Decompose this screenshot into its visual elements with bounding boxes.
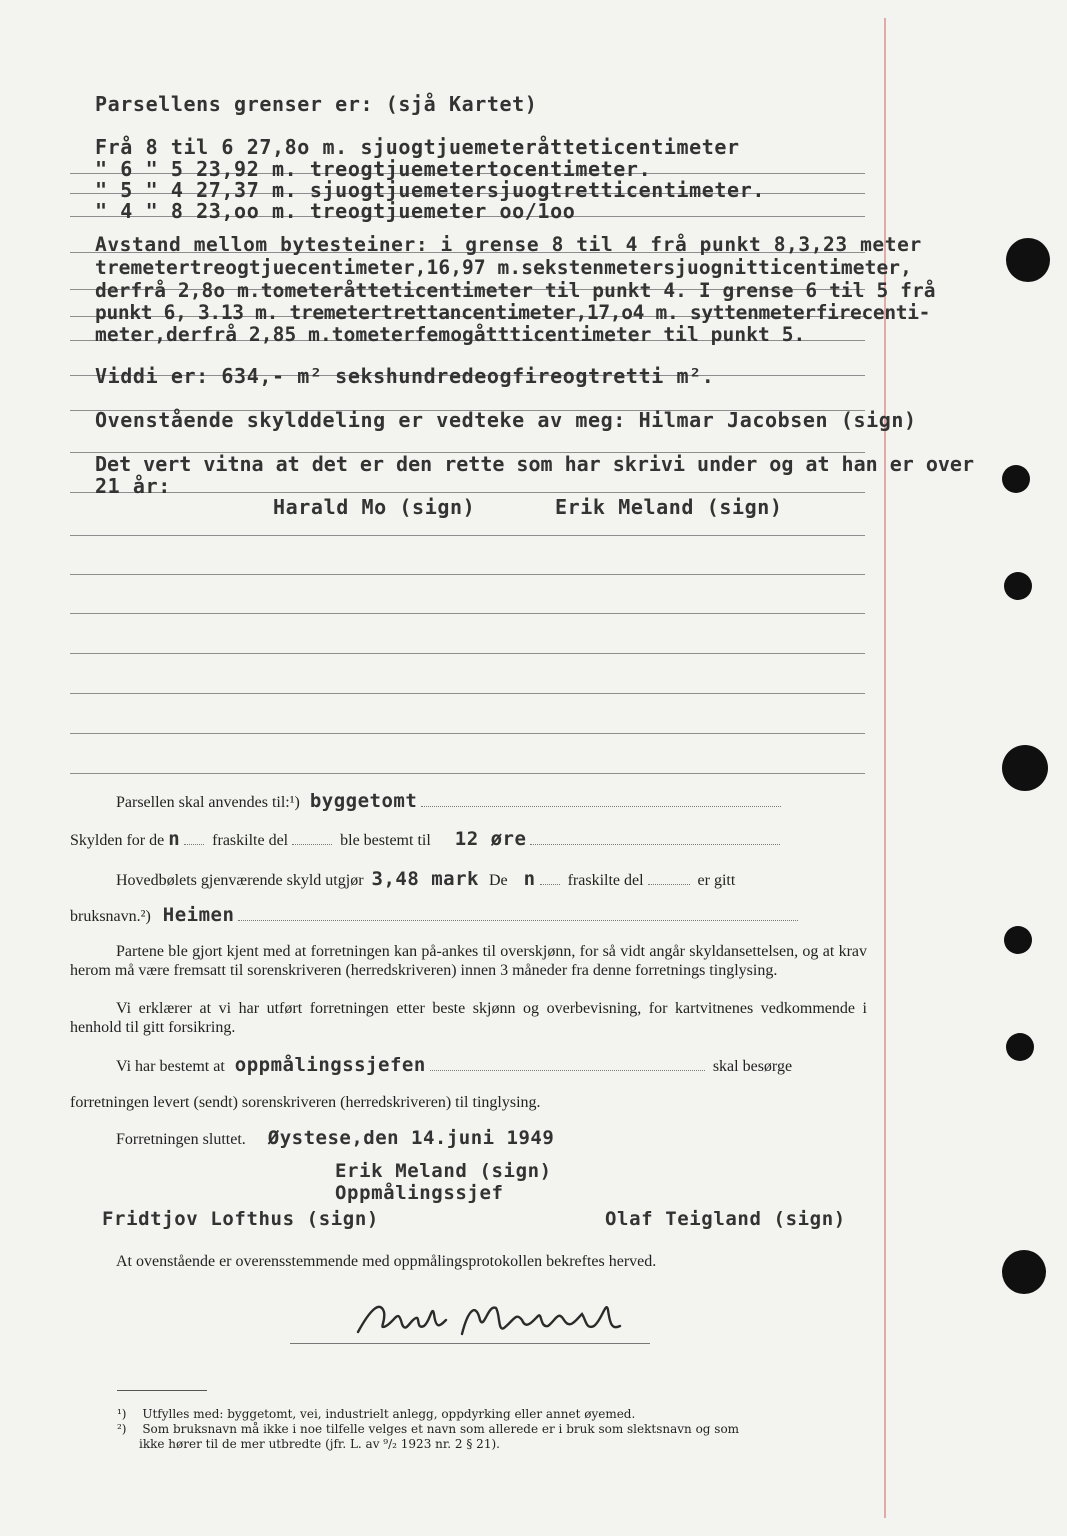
closed-row: [116, 1127, 554, 1149]
boundary-row: " 5 " 4 27,37 m. sjuogtjuemetersjuogtretticentimeter.: [95, 178, 765, 202]
delivered-text: forretningen levert (sendt) sorenskriveren (herredskriveren) til tinglysing.: [70, 1094, 541, 1111]
ruled-line: [70, 535, 865, 536]
boundary-row: " 6 " 5 23,92 m. treogtjuemetertocentimeter.: [95, 157, 652, 181]
witness-statement: Det vert vitna at det er den rette som har skrivi under og at han er over: [95, 452, 974, 476]
footnote-mark: ²): [117, 1422, 127, 1436]
main-tax-label-part: er gitt: [697, 872, 736, 889]
chief-signature-title: Oppmålingssjef: [335, 1182, 504, 1204]
boundary-row: " 4 " 8 23,oo m. treogtjuemeter oo/1oo: [95, 199, 576, 223]
main-tax-label-part: De: [488, 872, 508, 889]
ruled-line: [70, 613, 865, 614]
dotted-fill-line: [530, 832, 780, 845]
binder-hole: [1004, 572, 1032, 600]
signature-line: [290, 1343, 650, 1344]
footnote-mark: ¹): [117, 1407, 127, 1421]
distance-line: Avstand mellom bytesteiner: i grense 8 til 4 frå punkt 8,3,23 meter: [95, 233, 922, 256]
ruled-line: [70, 693, 865, 694]
dotted-fill-line: [648, 872, 690, 885]
binder-hole: [1002, 745, 1048, 791]
dotted-fill-line: [184, 832, 204, 845]
footnote-2: [117, 1422, 739, 1436]
ruled-line: [70, 492, 865, 493]
tax-value: 12 øre: [454, 828, 527, 850]
main-tax-label-part: fraskilte del: [567, 872, 644, 889]
dotted-fill-line: [430, 1058, 705, 1071]
binder-hole: [1002, 1250, 1046, 1294]
ruled-line: [70, 733, 865, 734]
name-label: bruksnavn.²): [70, 908, 151, 925]
boundaries-heading: Parsellens grenser er: (sjå Kartet): [95, 92, 538, 116]
use-label: Parsellen skal anvendes til:¹): [116, 794, 300, 811]
footnote-rule: [117, 1390, 207, 1391]
ruled-line: [70, 574, 865, 575]
dotted-fill-line: [238, 908, 798, 921]
distance-line: punkt 6, 3.13 m. tremetertrettancentimeter,17,o4 m. syttenmeterfirecenti-: [95, 301, 931, 324]
closed-label: Forretningen sluttet.: [116, 1131, 246, 1148]
tax-value-n: n: [168, 828, 181, 850]
distance-line: meter,derfrå 2,85 m.tometerfemogåttticentimeter til punkt 5.: [95, 323, 806, 346]
dotted-fill-line: [421, 794, 781, 807]
main-tax-value-n: n: [523, 868, 536, 890]
distance-line: derfrå 2,8o m.tometeråtteticentimeter til punkt 4. I grense 6 til 5 frå: [95, 279, 936, 302]
name-row: [70, 904, 798, 926]
dotted-fill-line: [540, 872, 560, 885]
binder-hole: [1002, 465, 1030, 493]
witness-signature: Erik Meland (sign): [555, 495, 783, 519]
handwritten-signature: [350, 1290, 630, 1350]
tax-label: Skylden for de: [70, 832, 165, 849]
footnote-2-cont: ikke hører til de mer utbredte (jfr. L. av ⁹/₂ 1923 nr. 2 § 21).: [139, 1437, 500, 1451]
witness-signature: Harald Mo (sign): [273, 495, 476, 519]
chief-signature-name: Erik Meland (sign): [335, 1160, 552, 1182]
declaration-paragraph: Vi erklærer at vi har utført forretningen etter beste skjønn og overbevisning, for kartvitnenes vedkommende i henhold til gitt forsikring.: [70, 1000, 867, 1036]
use-value: byggetomt: [309, 790, 418, 812]
decided-row: [116, 1054, 792, 1076]
name-value: Heimen: [162, 904, 235, 926]
binder-hole: [1004, 926, 1032, 954]
tax-label-part: fraskilte del: [212, 832, 289, 849]
decided-label-part: skal besørge: [712, 1058, 793, 1075]
footnote-text: Utfylles med: byggetomt, vei, industrielt anlegg, oppdyrking eller annet øyemed.: [142, 1407, 636, 1421]
decided-value: oppmålingssjefen: [234, 1054, 426, 1076]
dotted-fill-line: [292, 832, 332, 845]
main-tax-value: 3,48 mark: [371, 868, 479, 890]
main-tax-label: Hovedbølets gjenværende skyld utgjør: [116, 872, 364, 889]
appeal-paragraph: Partene ble gjort kjent med at forretningen kan på-ankes til overskjønn, for så vidt angår skyldansettelsen, og at krav herom må være fremsatt til sorenskriveren (herredskriveren) innen 3 måneder fra denne forretnings tinglysing.: [70, 943, 867, 979]
signature-right: Olaf Teigland (sign): [605, 1208, 846, 1230]
footnote-text: Som bruksnavn må ikke i noe tilfelle velges et navn som allerede er i bruk som slektsnavn og som: [142, 1422, 740, 1436]
approval-line: Ovenstående skylddeling er vedteke av meg: Hilmar Jacobsen (sign): [95, 408, 917, 432]
boundary-row: Frå 8 til 6 27,8o m. sjuogtjuemeteråtteticentimeter: [95, 135, 740, 159]
binder-hole: [1006, 238, 1050, 282]
main-tax-row: [116, 868, 735, 890]
witness-statement-cont: 21 år:: [95, 474, 171, 498]
ruled-line: [70, 773, 865, 774]
use-row: [116, 790, 781, 812]
closed-value: Øystese,den 14.juni 1949: [267, 1127, 555, 1149]
decided-label: Vi har bestemt at: [116, 1058, 225, 1075]
tax-row: [70, 828, 780, 850]
distance-line: tremetertreogtjuecentimeter,16,97 m.sekstenmetersjuognitticentimeter,: [95, 256, 912, 279]
certify-text: At ovenstående er overensstemmende med oppmålingsprotokollen bekreftes herved.: [116, 1253, 657, 1270]
tax-label-part: ble bestemt til: [340, 832, 431, 849]
ruled-line: [70, 653, 865, 654]
area-line: Viddi er: 634,- m² sekshundredeogfireogtretti m².: [95, 364, 715, 388]
binder-hole: [1006, 1033, 1034, 1061]
signature-left: Fridtjov Lofthus (sign): [102, 1208, 379, 1230]
footnote-1: [117, 1407, 635, 1421]
